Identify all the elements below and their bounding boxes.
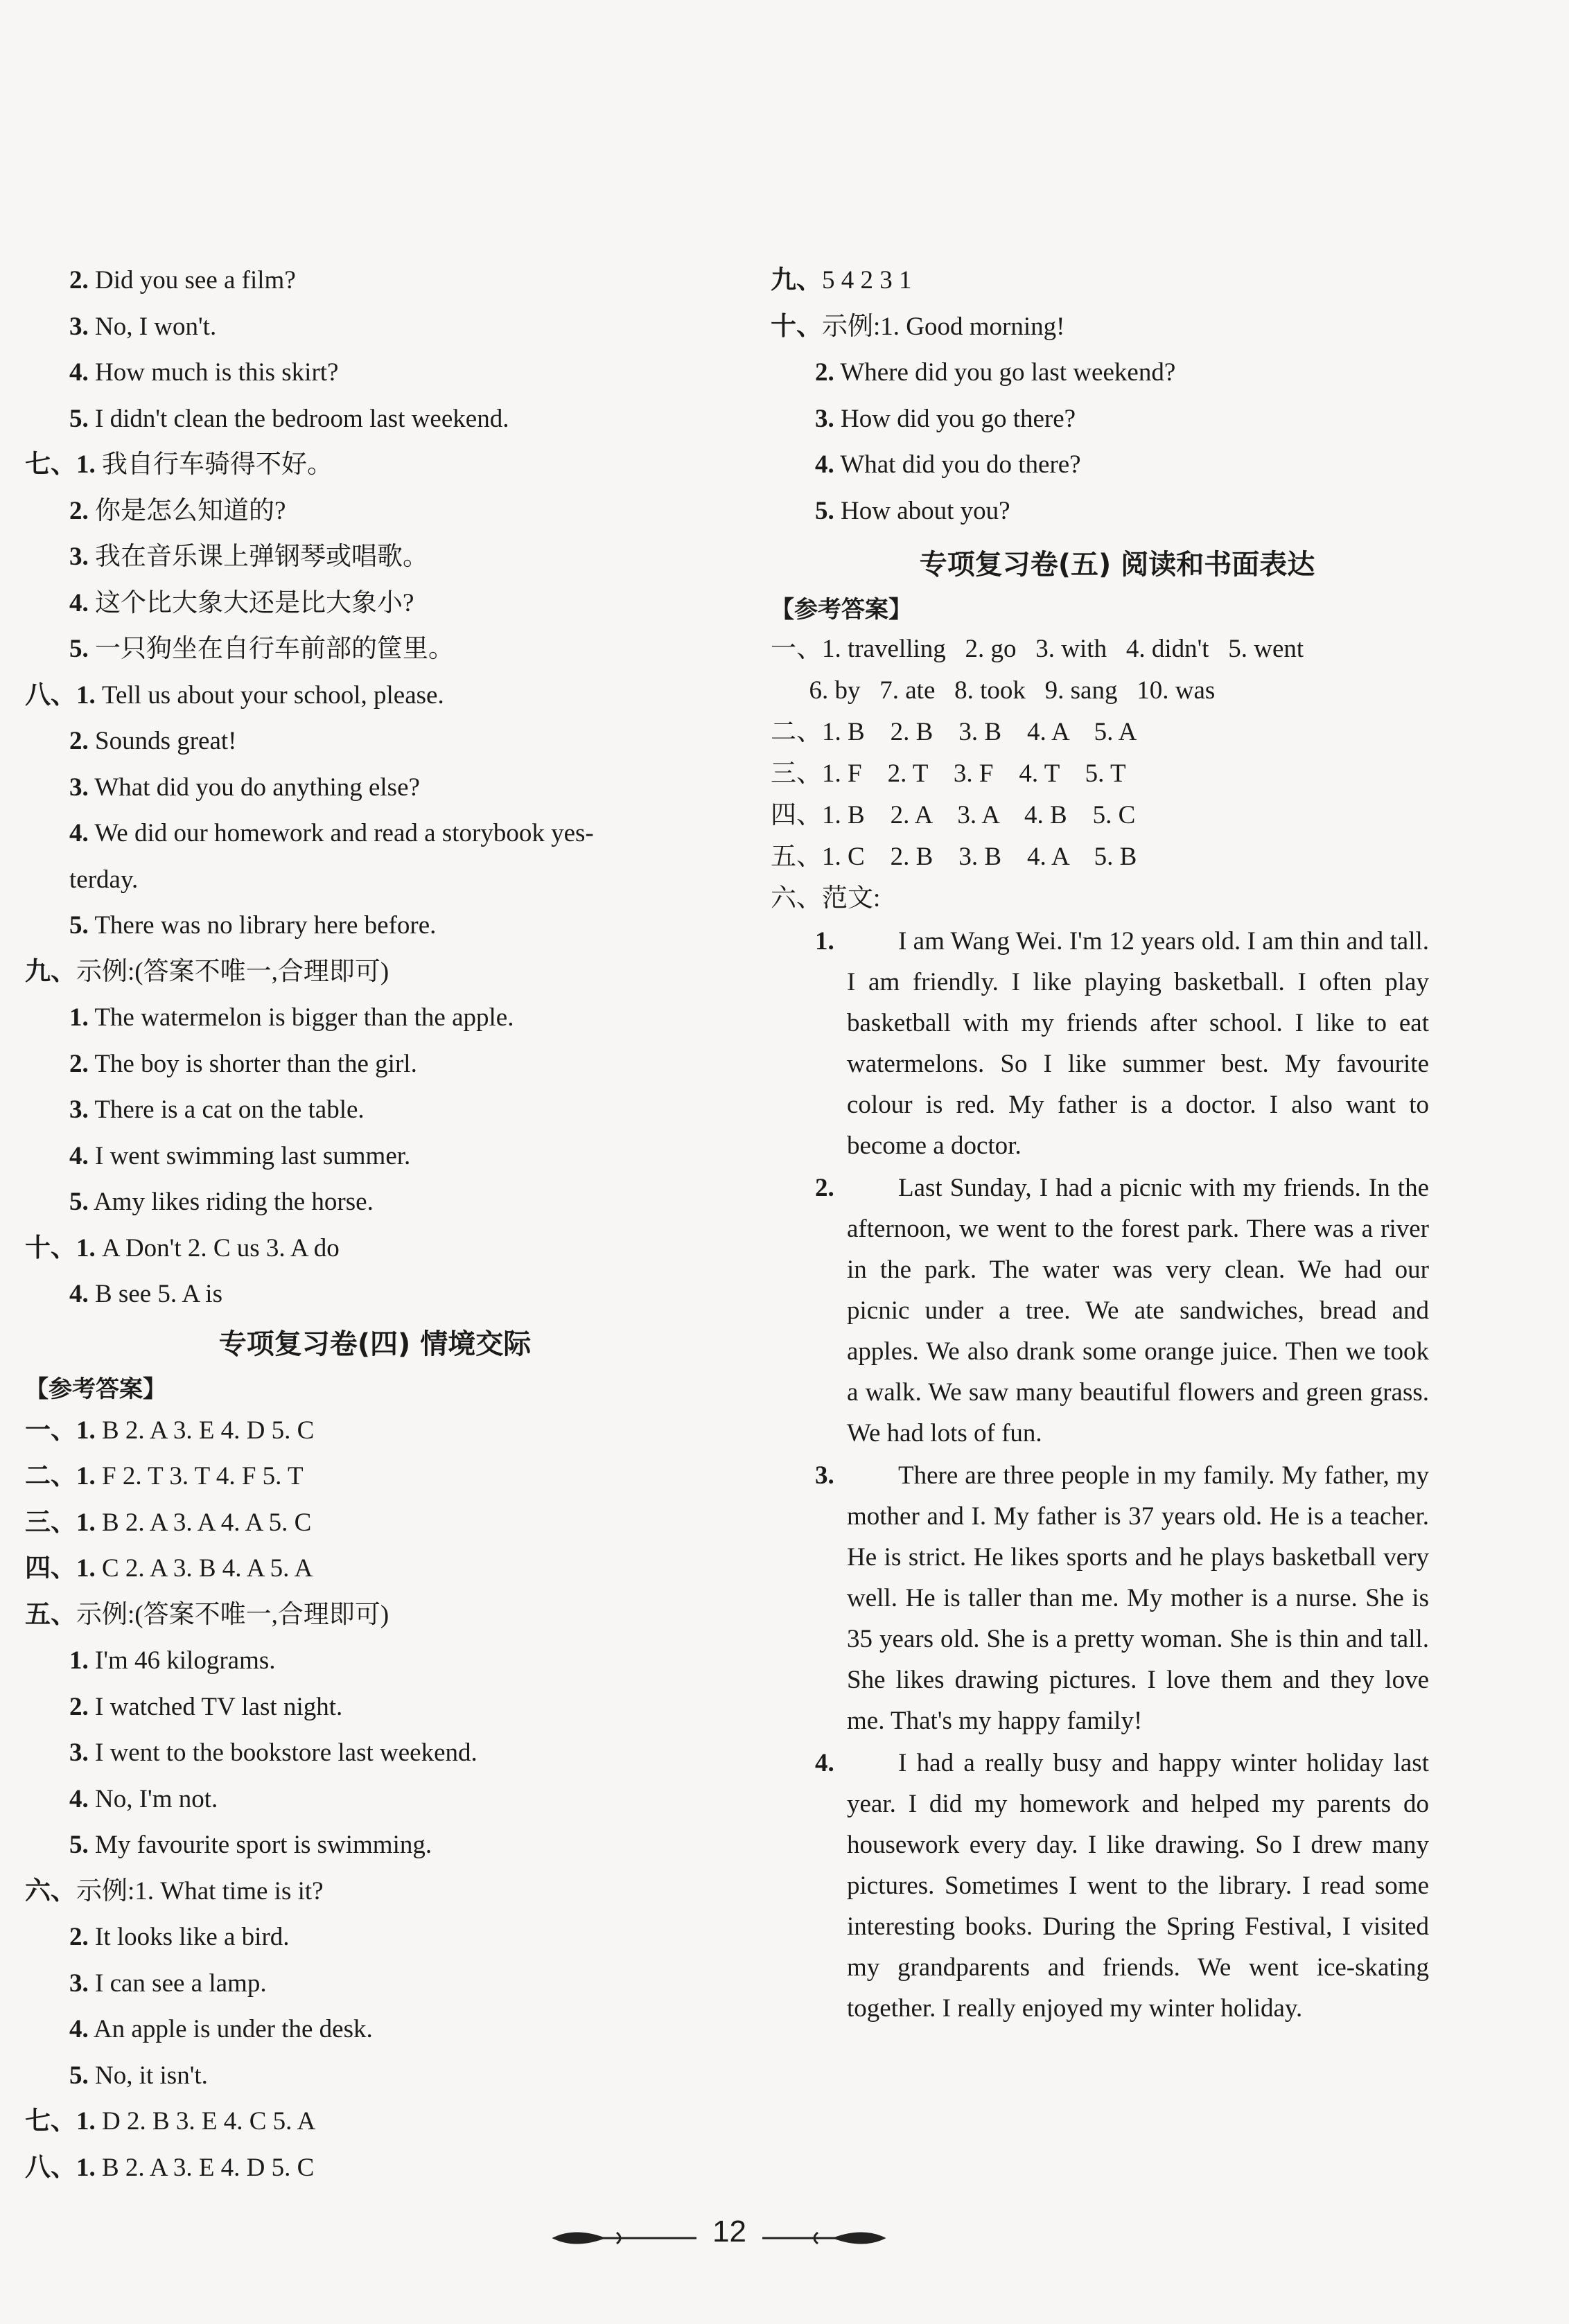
item-text: No, it isn't. — [88, 2061, 208, 2090]
item-text: I didn't clean the bedroom last weekend. — [88, 404, 509, 433]
item-number: 3. — [69, 1095, 89, 1124]
item-text: F 2. T 3. T 4. F 5. T — [95, 1462, 304, 1490]
essay-number: 1. — [815, 927, 834, 956]
item-text: We did our homework and read a storybook yes- — [88, 819, 594, 847]
item-text: How much is this skirt? — [88, 358, 339, 387]
item-text: B see 5. A is — [88, 1280, 222, 1308]
answer-line — [25, 1271, 725, 1318]
item-number: 1. — [69, 1646, 89, 1675]
item-number: 2. — [69, 1923, 89, 1951]
answer-line — [25, 949, 725, 996]
item-text: What did you do anything else? — [88, 773, 420, 802]
item-number: 七、1. — [25, 450, 96, 479]
item-text: B 2. A 3. E 4. D 5. C — [95, 2153, 315, 2182]
essay — [771, 921, 1464, 1166]
item-number: 2. — [69, 266, 89, 294]
item-text: The watermelon is bigger than the apple. — [88, 1003, 514, 1032]
answer-line: 6. by 7. ate 8. took 9. sang 10. was — [771, 676, 1216, 705]
answer-line — [25, 534, 725, 581]
item-number: 六、 — [25, 1876, 76, 1905]
item-number: 十、 — [771, 312, 822, 341]
essay-list — [771, 921, 1464, 2029]
answer-line — [25, 1638, 725, 1684]
essay-text: Last Sunday, I had a picnic with my friends. In the afternoon, we went to the forest park. There was a river in the park. The water was very clean. We had our picnic under a tree. We ate sandwiches, bread and apples. We also drank some orange juice. Then we took a walk. We saw many beautiful flowers and green grass. We had lots of fun. — [847, 1174, 1429, 1447]
item-text: Where did you go last weekend? — [834, 358, 1176, 387]
answer-line — [25, 1869, 725, 1915]
item-text: How did you go there? — [834, 404, 1076, 433]
section5-title: 专项复习卷(五) 阅读和书面表达 — [919, 549, 1315, 581]
item-text: 示例:1. What time is it? — [76, 1876, 324, 1905]
answer-line — [25, 1226, 725, 1272]
answer-line — [25, 1500, 725, 1547]
answer-line: 三、1. F 2. T 3. F 4. T 5. T — [771, 759, 1126, 788]
item-text: 我自行车骑得不好。 — [95, 450, 333, 479]
item-number: 4. — [69, 1141, 89, 1170]
answer-line — [25, 581, 725, 627]
answer-line — [25, 1134, 725, 1180]
answer-line — [771, 442, 1464, 488]
item-number: 2. — [69, 1692, 89, 1721]
item-text: My favourite sport is swimming. — [88, 1831, 432, 1859]
answer-line — [25, 1961, 725, 2007]
item-number: 5. — [69, 911, 89, 940]
answer-line — [25, 811, 725, 857]
item-number: 3. — [69, 773, 89, 802]
item-text: I can see a lamp. — [88, 1969, 267, 1998]
item-number: 4. — [69, 358, 89, 387]
answer-line: 四、1. B 2. A 3. A 4. B 5. C — [771, 801, 1136, 829]
item-text: 这个比大象大还是比大象小? — [88, 588, 414, 617]
answer-line — [771, 350, 1464, 396]
item-number: 4. — [69, 1280, 89, 1308]
answer-line: 一、1. travelling 2. go 3. with 4. didn't 5. went — [771, 635, 1304, 663]
answer-line — [25, 350, 725, 396]
answer-line — [25, 1179, 725, 1226]
item-text: 一只狗坐在自行车前部的筐里。 — [88, 635, 454, 663]
item-number: 三、1. — [25, 1508, 96, 1537]
answer-line — [25, 396, 725, 443]
answer-line — [771, 396, 1464, 443]
essay — [771, 1168, 1464, 1454]
item-text: There is a cat on the table. — [88, 1095, 365, 1124]
item-number: 4. — [815, 450, 834, 479]
item-text: B 2. A 3. E 4. D 5. C — [95, 1416, 315, 1445]
essay-text: There are three people in my family. My father, my mother and I. My father is 37 years old. He is a teacher. He is strict. He likes sports and he plays basketball very well. He is taller than me. My mother is a nurse. She is 35 years old. She is a pretty woman. She is thin and tall. She likes drawing pictures. I love them and they love me. That's my happy family! — [847, 1461, 1429, 1735]
answer-line — [25, 1041, 725, 1088]
item-number: 4. — [69, 1784, 89, 1813]
item-number: 3. — [69, 1738, 89, 1767]
section5-answer-lines — [771, 628, 1464, 919]
item-text: An apple is under the desk. — [88, 2015, 373, 2043]
answer-line — [25, 1592, 725, 1639]
answer-line — [25, 995, 725, 1041]
item-text: C 2. A 3. B 4. A 5. A — [95, 1554, 313, 1583]
item-number: 4. — [69, 819, 89, 847]
right-top-lines — [771, 258, 1464, 534]
answer-line: 五、1. C 2. B 3. B 4. A 5. B — [771, 843, 1137, 871]
item-number: 二、1. — [25, 1462, 96, 1490]
answer-line — [771, 258, 1464, 304]
answer-line — [25, 304, 725, 351]
item-number: 2. — [69, 1049, 89, 1078]
answer-line — [25, 1087, 725, 1134]
item-text: I went to the bookstore last weekend. — [88, 1738, 477, 1767]
item-number: 5. — [69, 1188, 89, 1216]
answer-line — [25, 2145, 725, 2192]
item-text: Amy likes riding the horse. — [88, 1188, 374, 1216]
answer-line: 六、范文: — [771, 884, 881, 913]
item-text: 你是怎么知道的? — [88, 496, 286, 525]
answer-line — [25, 1684, 725, 1731]
answer-line — [25, 2053, 725, 2099]
page-number: 12 — [712, 2215, 746, 2248]
answer-line — [25, 258, 725, 304]
item-text: There was no library here before. — [88, 911, 437, 940]
left-answer-lines — [25, 258, 725, 1318]
item-text: Did you see a film? — [88, 266, 296, 294]
item-number: 2. — [815, 358, 834, 387]
item-number: 3. — [69, 1969, 89, 1998]
item-text: terday. — [69, 865, 139, 894]
item-text: No, I won't. — [88, 312, 217, 341]
item-text: 我在音乐课上弹钢琴或唱歌。 — [88, 543, 428, 571]
section4-label: 【参考答案】 — [25, 1375, 166, 1403]
item-number: 九、 — [25, 957, 76, 986]
answer-line — [25, 1777, 725, 1823]
section4-title: 专项复习卷(四) 情境交际 — [218, 1328, 532, 1360]
answer-line — [25, 903, 725, 949]
answer-line — [25, 1914, 725, 1961]
item-number: 2. — [69, 727, 89, 755]
item-text: Tell us about your school, please. — [95, 680, 444, 710]
right-column — [771, 258, 1464, 2029]
item-text: D 2. B 3. E 4. C 5. A — [95, 2107, 316, 2136]
item-number: 3. — [69, 543, 89, 571]
answer-line — [25, 1730, 725, 1777]
item-number: 5. — [69, 2061, 89, 2090]
item-text: B 2. A 3. A 4. A 5. C — [95, 1508, 312, 1537]
answer-line — [25, 2007, 725, 2053]
answer-line — [771, 488, 1464, 535]
item-number: 5. — [69, 635, 89, 663]
item-number: 九、 — [771, 266, 822, 294]
item-number: 5. — [69, 404, 89, 433]
item-text: 5 4 2 3 1 — [822, 266, 912, 294]
essay-number: 4. — [815, 1749, 834, 1777]
item-text: How about you? — [834, 496, 1010, 525]
answer-line — [25, 626, 725, 673]
answer-line — [25, 1408, 725, 1454]
essay — [771, 1455, 1464, 1741]
footer-ornament-icon — [0, 2210, 1569, 2266]
essay-text: I am Wang Wei. I'm 12 years old. I am thin and tall. I am friendly. I like playing basketball. I often play basketball with my friends after school. I like to eat watermelons. So I like summer best. My favourite colour is red. My father is a doctor. I also want to become a doctor. — [847, 927, 1429, 1160]
item-text: I went swimming last summer. — [88, 1141, 411, 1170]
answer-line — [25, 857, 725, 904]
answer-line — [25, 2099, 725, 2145]
item-number: 2. — [69, 496, 89, 525]
answer-line — [25, 1822, 725, 1869]
page-footer — [0, 2210, 1569, 2266]
answer-line — [25, 765, 725, 811]
item-number: 3. — [815, 404, 834, 433]
item-number: 4. — [69, 588, 89, 617]
item-text: 示例:(答案不唯一,合理即可) — [76, 1600, 389, 1629]
item-number: 5. — [815, 496, 834, 525]
answer-line — [771, 304, 1464, 351]
item-text: A Don't 2. C us 3. A do — [95, 1233, 340, 1262]
answer-line — [25, 488, 725, 535]
essay-text: I had a really busy and happy winter holiday last year. I did my homework and helped my parents do housework every day. I like drawing. So I drew many pictures. Sometimes I went to the library. I read some interesting books. During the Spring Festival, I visited my grandparents and friends. We went ice-skating together. I really enjoyed my winter holiday. — [847, 1749, 1429, 2023]
item-number: 一、1. — [25, 1416, 96, 1445]
item-text: What did you do there? — [834, 450, 1081, 479]
section5-label: 【参考答案】 — [771, 596, 912, 624]
answer-line — [25, 719, 725, 765]
item-number: 四、1. — [25, 1554, 96, 1583]
item-number: 1. — [69, 1003, 89, 1032]
item-text: 示例:1. Good morning! — [822, 312, 1065, 341]
item-text: I'm 46 kilograms. — [88, 1646, 276, 1675]
item-number: 3. — [69, 312, 89, 341]
item-number: 八、1. — [25, 2153, 96, 2182]
essay — [771, 1743, 1464, 2029]
item-text: No, I'm not. — [88, 1784, 218, 1813]
essay-number: 3. — [815, 1461, 834, 1490]
item-number: 八、1. — [25, 680, 96, 710]
item-text: Sounds great! — [88, 727, 237, 755]
answer-line — [25, 1454, 725, 1500]
answer-line — [25, 673, 725, 719]
item-number: 5. — [69, 1831, 89, 1859]
item-text: The boy is shorter than the girl. — [88, 1049, 417, 1078]
item-number: 七、1. — [25, 2107, 96, 2136]
item-text: I watched TV last night. — [88, 1692, 343, 1721]
item-text: It looks like a bird. — [88, 1923, 290, 1951]
item-number: 十、1. — [25, 1233, 96, 1262]
answer-line — [25, 1546, 725, 1592]
answer-line — [25, 442, 725, 488]
item-number: 五、 — [25, 1600, 76, 1629]
section4-answer-lines — [25, 1408, 725, 2192]
answer-line: 二、1. B 2. B 3. B 4. A 5. A — [771, 718, 1137, 746]
essay-number: 2. — [815, 1174, 834, 1202]
item-text: 示例:(答案不唯一,合理即可) — [76, 957, 389, 986]
left-column — [25, 258, 725, 2191]
item-number: 4. — [69, 2015, 89, 2043]
